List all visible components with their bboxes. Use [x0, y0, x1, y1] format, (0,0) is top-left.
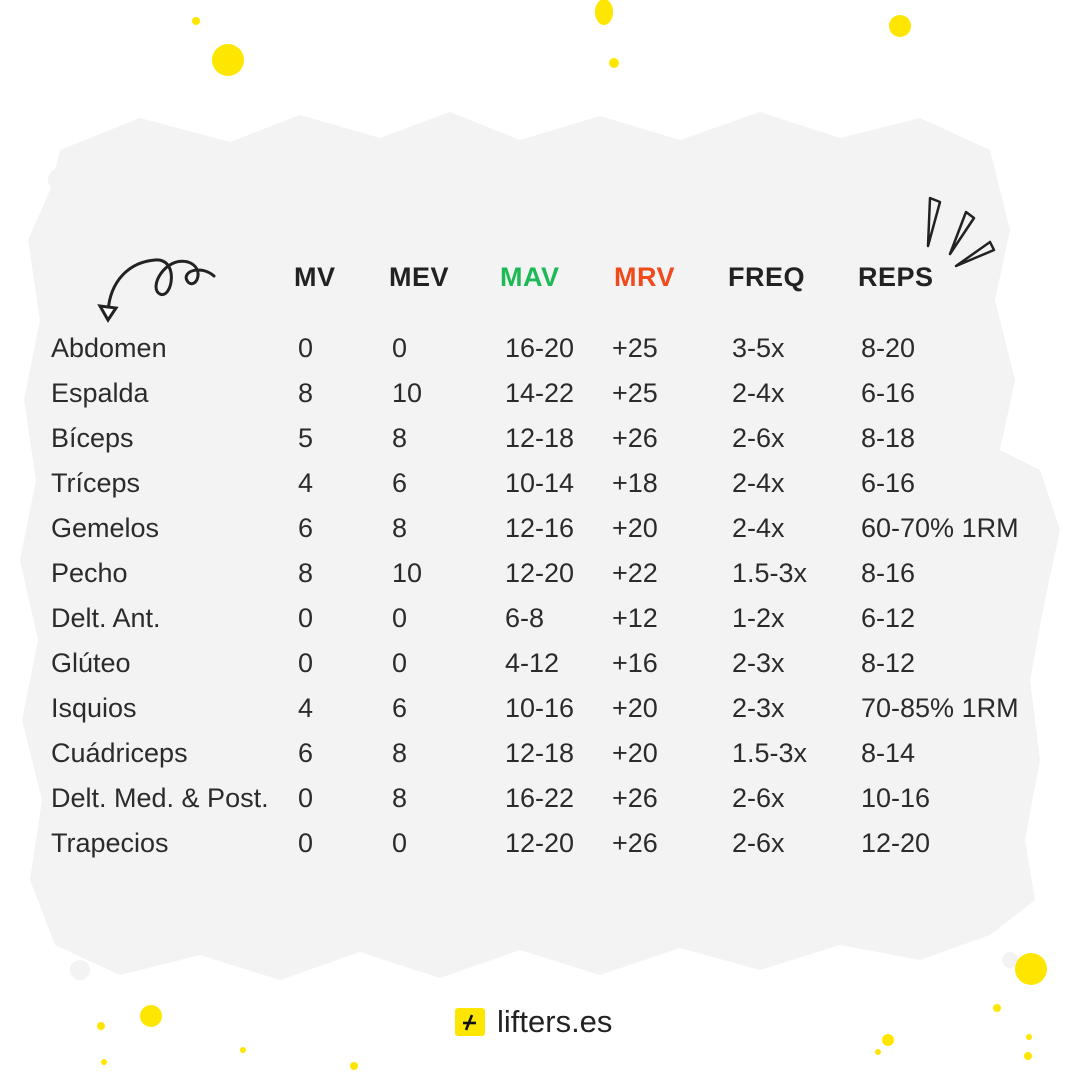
mv-value: 5: [298, 423, 314, 453]
mrv-value: +26: [612, 423, 658, 453]
reps-value: 60-70% 1RM: [861, 513, 1019, 543]
mav-value: 16-22: [505, 783, 575, 813]
brand-link[interactable]: lifters.es: [497, 1004, 613, 1039]
freq-value: 2-6x: [732, 828, 785, 858]
table-row: [0, 686, 1080, 731]
header-freq: FREQ: [728, 262, 806, 292]
header-mv: MV: [294, 262, 336, 292]
mv-value: 0: [298, 783, 314, 813]
table-row: [0, 731, 1080, 776]
mrv-value: +26: [612, 783, 658, 813]
header-mrv: MRV: [614, 262, 676, 292]
freq-value: 2-4x: [732, 468, 785, 498]
mav-value: 4-12: [505, 648, 560, 678]
reps-value: 8-16: [861, 558, 916, 588]
mv-value: 8: [298, 558, 314, 588]
freq-value: 1.5-3x: [732, 738, 808, 768]
mav-value: 12-20: [505, 828, 575, 858]
mav-value: 12-16: [505, 513, 575, 543]
mv-value: 6: [298, 513, 314, 543]
reps-value: 8-18: [861, 423, 916, 453]
mv-value: 8: [298, 378, 314, 408]
header-mav: MAV: [500, 262, 560, 292]
freq-value: 2-3x: [732, 693, 785, 723]
mrv-value: +26: [612, 828, 658, 858]
mrv-value: +20: [612, 738, 658, 768]
muscle-name: Espalda: [51, 378, 149, 408]
muscle-name: Cuádriceps: [51, 738, 188, 768]
table-row: [0, 776, 1080, 821]
mv-value: 6: [298, 738, 314, 768]
mev-value: 0: [392, 648, 408, 678]
table-row: [0, 821, 1080, 866]
muscle-name: Pecho: [51, 558, 128, 588]
mev-value: 10: [392, 378, 423, 408]
mev-value: 8: [392, 513, 408, 543]
mev-value: 0: [392, 333, 408, 363]
header-reps: REPS: [858, 262, 934, 292]
muscle-name: Abdomen: [51, 333, 167, 363]
mv-value: 0: [298, 828, 314, 858]
muscle-name: Bíceps: [51, 423, 134, 453]
table-row: [0, 416, 1080, 461]
reps-value: 8-14: [861, 738, 916, 768]
mev-value: 0: [392, 828, 408, 858]
mev-value: 6: [392, 468, 408, 498]
muscle-name: Isquios: [51, 693, 137, 723]
mav-value: 10-16: [505, 693, 575, 723]
table-header: [0, 262, 1080, 302]
mv-value: 4: [298, 693, 314, 723]
mev-value: 10: [392, 558, 423, 588]
freq-value: 3-5x: [732, 333, 785, 363]
freq-value: 2-6x: [732, 423, 785, 453]
freq-value: 2-6x: [732, 783, 785, 813]
table-row: [0, 461, 1080, 506]
reps-value: 6-12: [861, 603, 916, 633]
freq-value: 2-4x: [732, 378, 785, 408]
table-row: [0, 506, 1080, 551]
freq-value: 2-3x: [732, 648, 785, 678]
mev-value: 0: [392, 603, 408, 633]
mev-value: 8: [392, 423, 408, 453]
freq-value: 1.5-3x: [732, 558, 808, 588]
mrv-value: +22: [612, 558, 658, 588]
muscle-name: Delt. Med. & Post.: [51, 783, 269, 813]
mrv-value: +25: [612, 378, 658, 408]
mev-value: 8: [392, 738, 408, 768]
muscle-name: Glúteo: [51, 648, 131, 678]
mrv-value: +12: [612, 603, 658, 633]
muscle-name: Trapecios: [51, 828, 169, 858]
mv-value: 0: [298, 603, 314, 633]
mav-value: 12-18: [505, 423, 575, 453]
header-mev: MEV: [389, 262, 450, 292]
mev-value: 8: [392, 783, 408, 813]
reps-value: 6-16: [861, 378, 916, 408]
mrv-value: +25: [612, 333, 658, 363]
mav-value: 12-20: [505, 558, 575, 588]
mav-value: 10-14: [505, 468, 575, 498]
mav-value: 14-22: [505, 378, 575, 408]
lifters-logo-icon: [455, 1008, 485, 1036]
table-row: [0, 371, 1080, 416]
mv-value: 0: [298, 333, 314, 363]
table-row: [0, 641, 1080, 686]
mv-value: 4: [298, 468, 314, 498]
mrv-value: +20: [612, 693, 658, 723]
mav-value: 6-8: [505, 603, 545, 633]
reps-value: 8-12: [861, 648, 916, 678]
mav-value: 12-18: [505, 738, 575, 768]
footer-brand[interactable]: [455, 1002, 612, 1042]
mev-value: 6: [392, 693, 408, 723]
mrv-value: +20: [612, 513, 658, 543]
muscle-name: Gemelos: [51, 513, 160, 543]
mrv-value: +18: [612, 468, 658, 498]
freq-value: 1-2x: [732, 603, 785, 633]
table-row: [0, 551, 1080, 596]
reps-value: 70-85% 1RM: [861, 693, 1019, 723]
muscle-name: Tríceps: [51, 468, 141, 498]
mv-value: 0: [298, 648, 314, 678]
reps-value: 8-20: [861, 333, 916, 363]
volume-table: [0, 326, 1080, 866]
reps-value: 10-16: [861, 783, 931, 813]
freq-value: 2-4x: [732, 513, 785, 543]
mav-value: 16-20: [505, 333, 575, 363]
muscle-name: Delt. Ant.: [51, 603, 161, 633]
reps-value: 6-16: [861, 468, 916, 498]
table-row: [0, 326, 1080, 371]
mrv-value: +16: [612, 648, 658, 678]
reps-value: 12-20: [861, 828, 931, 858]
table-row: [0, 596, 1080, 641]
